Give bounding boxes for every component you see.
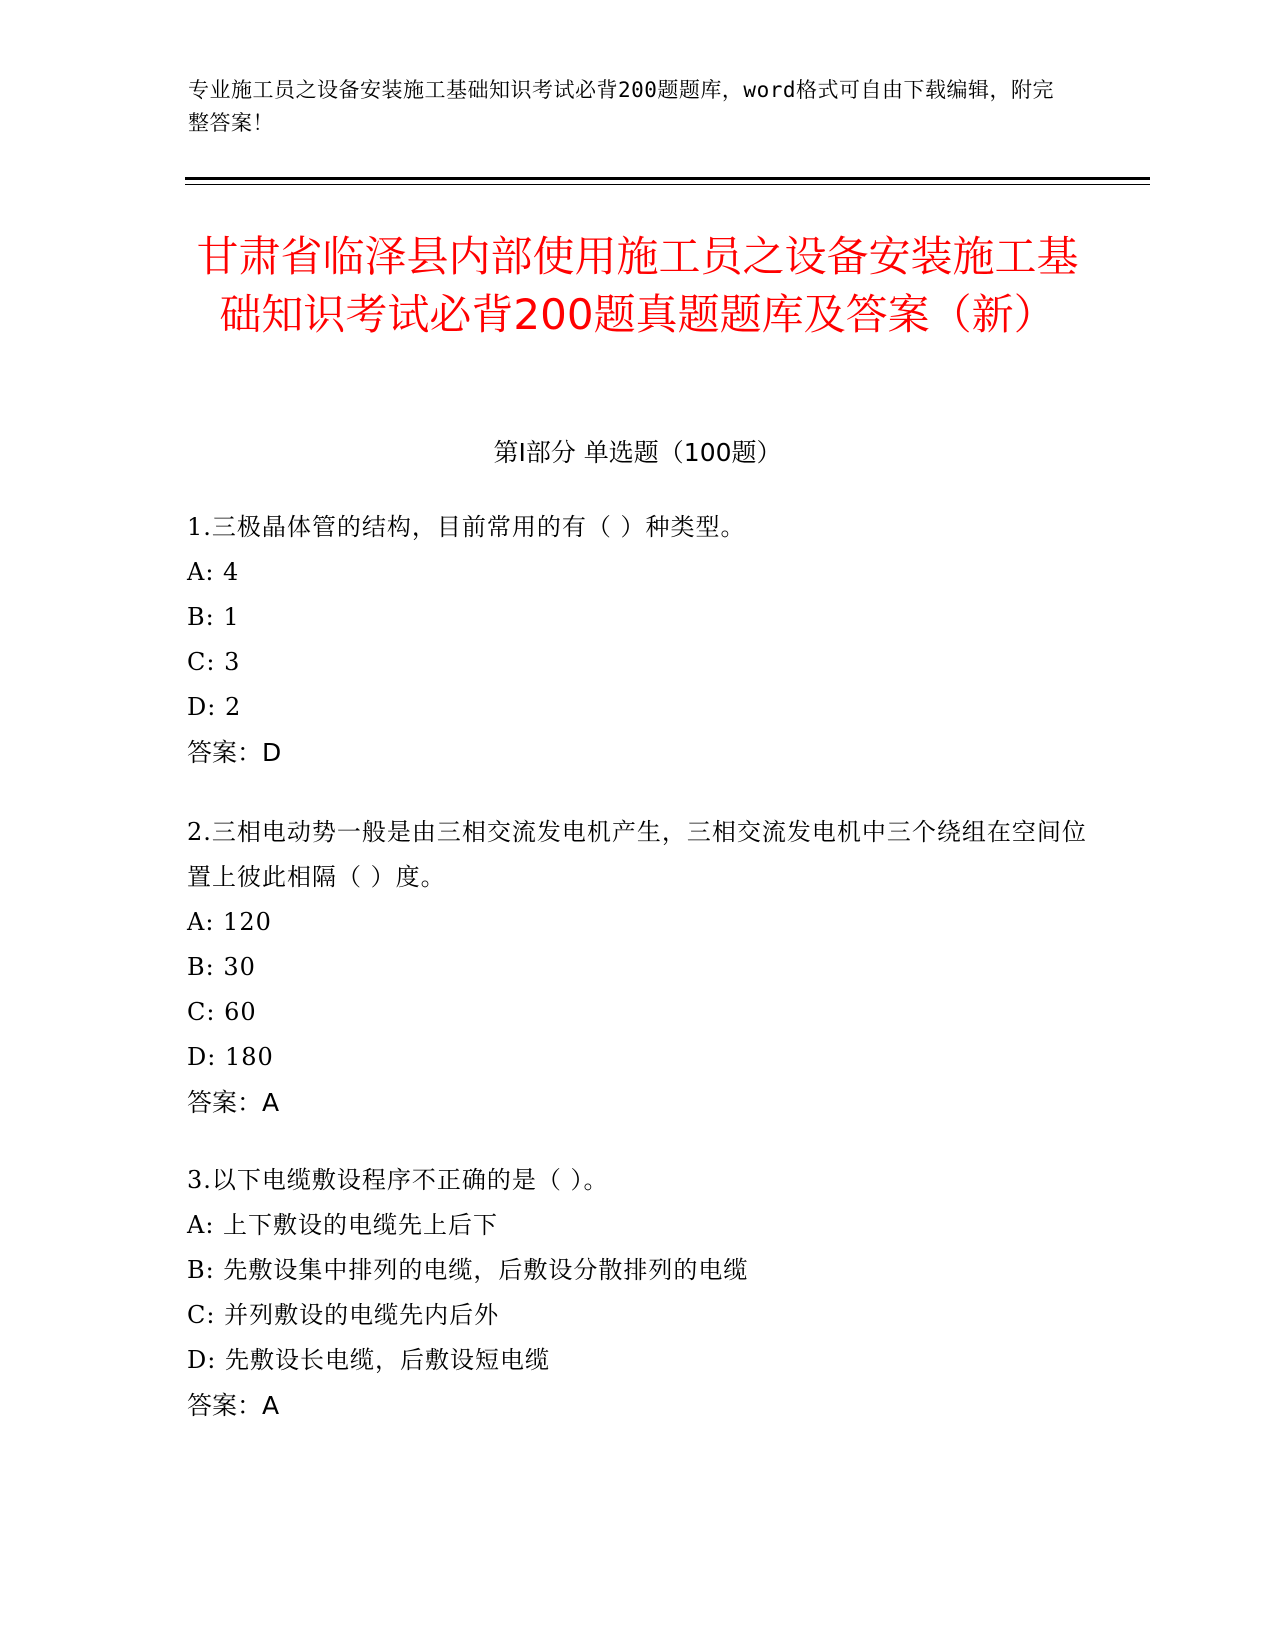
option-c: C: 并列敷设的电缆先内后外	[187, 1301, 500, 1329]
question-1	[187, 505, 1087, 775]
question-stem: 3.以下电缆敷设程序不正确的是（ ）。	[187, 1166, 609, 1194]
option-c: C: 60	[187, 998, 257, 1026]
document-title: 甘肃省临泽县内部使用施工员之设备安装施工基础知识考试必背200题真题题库及答案（新）	[196, 232, 1079, 339]
option-a: A: 120	[187, 908, 272, 936]
answer-label: 答案：A	[187, 1088, 280, 1117]
question-stem: 1.三极晶体管的结构，目前常用的有（ ）种类型。	[187, 513, 746, 541]
answer-label: 答案：A	[187, 1391, 280, 1420]
option-b: B: 30	[187, 953, 256, 981]
option-b: B: 先敷设集中排列的电缆，后敷设分散排列的电缆	[187, 1256, 749, 1284]
option-c: C: 3	[187, 648, 241, 676]
answer-label: 答案：D	[187, 738, 282, 767]
option-a: A: 4	[187, 558, 240, 586]
header-note: 专业施工员之设备安装施工基础知识考试必背200题题库，word格式可自由下载编辑，附完整答案！	[188, 78, 1054, 135]
option-d: D: 180	[187, 1043, 274, 1071]
option-d: D: 先敷设长电缆，后敷设短电缆	[187, 1346, 550, 1374]
option-d: D: 2	[187, 693, 242, 721]
question-2	[187, 810, 1087, 1125]
option-a: A: 上下敷设的电缆先上后下	[187, 1211, 499, 1239]
header-divider-thick	[185, 177, 1150, 180]
question-3	[187, 1158, 1087, 1428]
header-divider-thin	[185, 184, 1150, 185]
question-stem: 2.三相电动势一般是由三相交流发电机产生，三相交流发电机中三个绕组在空间位置上彼此相隔（ ）度。	[187, 818, 1087, 891]
section-heading: 第I部分 单选题（100题）	[493, 438, 782, 467]
option-b: B: 1	[187, 603, 240, 631]
